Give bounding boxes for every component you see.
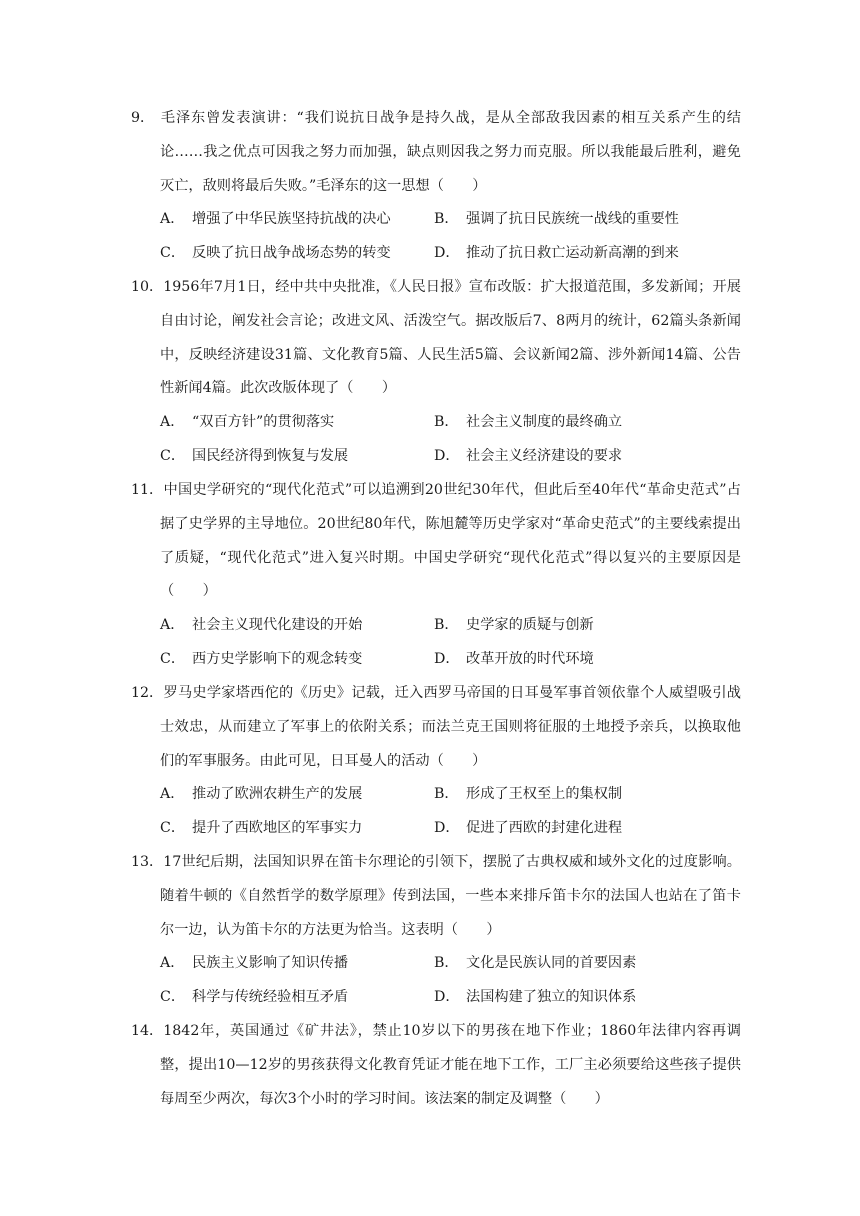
question-14 — [131, 1015, 741, 1116]
options — [131, 406, 741, 474]
option-a: A． “双百方针”的贯彻落实 — [160, 414, 335, 431]
option-b: B． 强调了抗日民族统一战线的重要性 — [434, 211, 679, 228]
option-c: C． 反映了抗日战争战场态势的转变 — [160, 245, 391, 262]
question-stem — [131, 474, 741, 609]
question-text: 罗马史学家塔西佗的《历史》记载，迁入西罗马帝国的日耳曼军事首领依靠个人威望吸引战士效忠，从而建立了军事上的依附关系；而法兰克王国则将征服的土地授予亲兵，以换取他们的军事服务。由此可见，日耳曼人的活动（ ） — [160, 685, 741, 769]
question-text: 1842年，英国通过《矿井法》，禁止10岁以下的男孩在地下作业；1860年法律内容再调整，提出10—12岁的男孩获得文化教育凭证才能在地下工作，工厂主必须要给这些孩子提供每周至少两次，每次3个小时的学习时间。该法案的制定及调整（ ） — [160, 1023, 741, 1107]
option-c: C． 国民经济得到恢复与发展 — [160, 447, 349, 464]
question-13 — [131, 846, 741, 1015]
option-d: D． 促进了西欧的封建化进程 — [434, 820, 623, 837]
option-a: A． 民族主义影响了知识传播 — [160, 955, 349, 972]
question-10 — [131, 271, 741, 474]
question-stem — [131, 846, 741, 947]
option-b: B． 文化是民族认同的首要因素 — [434, 955, 637, 972]
question-number: 12． — [131, 685, 164, 701]
options — [131, 203, 741, 271]
option-d: D． 法国构建了独立的知识体系 — [434, 989, 637, 1006]
option-b: B． 社会主义制度的最终确立 — [434, 414, 623, 431]
options — [131, 947, 741, 1015]
option-d: D． 社会主义经济建设的要求 — [434, 447, 623, 464]
question-text: 17世纪后期，法国知识界在笛卡尔理论的引领下，摆脱了古典权威和域外文化的过度影响。随着牛顿的《自然哲学的数学原理》传到法国，一些本来排斥笛卡尔的法国人也站在了笛卡尔一边，认为笛卡尔的方法更为恰当。这表明（ ） — [160, 854, 741, 938]
option-d: D． 改革开放的时代环境 — [434, 650, 594, 667]
options — [131, 609, 741, 677]
question-stem — [131, 271, 741, 406]
option-a: A． 增强了中华民族坚持抗战的决心 — [160, 211, 391, 228]
question-text: 1956年7月1日，经中共中央批准，《人民日报》宣布改版：扩大报道范围，多发新闻；开展自由讨论，阐发社会言论；改进文风、活泼空气。据改版后7、8两月的统计，62篇头条新闻中，反映经济建设31篇、文化教育5篇、人民生活5篇、会议新闻2篇、涉外新闻14篇、公告性新闻4篇。此次改版体现了（ ） — [160, 279, 741, 397]
question-number: 13． — [131, 854, 164, 870]
option-c: C． 西方史学影响下的观念转变 — [160, 650, 363, 667]
options — [131, 778, 741, 846]
question-stem — [131, 677, 741, 778]
option-b: B． 形成了王权至上的集权制 — [434, 786, 623, 803]
question-stem — [131, 1015, 741, 1116]
option-a: A． 推动了欧洲农耕生产的发展 — [160, 786, 363, 803]
option-d: D． 推动了抗日救亡运动新高潮的到来 — [434, 245, 679, 262]
question-9 — [131, 102, 741, 271]
question-12 — [131, 677, 741, 846]
option-a: A． 社会主义现代化建设的开始 — [160, 617, 363, 634]
option-c: C． 科学与传统经验相互矛盾 — [160, 989, 349, 1006]
option-c: C． 提升了西欧地区的军事实力 — [160, 820, 363, 837]
question-stem — [131, 102, 741, 203]
question-text: 中国史学研究的“现代化范式”可以追溯到20世纪30年代，但此后至40年代“革命史范式”占据了史学界的主导地位。20世纪80年代，陈旭麓等历史学家对“革命史范式”的主要线索提出了质疑，“现代化范式”进入复兴时期。中国史学研究“现代化范式”得以复兴的主要原因是（ ） — [160, 482, 741, 600]
question-11 — [131, 474, 741, 677]
question-number: 10． — [131, 279, 164, 295]
question-number: 11． — [131, 482, 164, 498]
option-b: B． 史学家的质疑与创新 — [434, 617, 594, 634]
question-number: 9． — [131, 110, 155, 126]
question-text: 毛泽东曾发表演讲：“我们说抗日战争是持久战，是从全部敌我因素的相互关系产生的结论……我之优点可因我之努力而加强，缺点则因我之努力而克服。所以我能最后胜利，避免灭亡，敌则将最后失败。”毛泽东的这一思想（ ） — [160, 110, 741, 194]
question-number: 14． — [131, 1023, 164, 1039]
